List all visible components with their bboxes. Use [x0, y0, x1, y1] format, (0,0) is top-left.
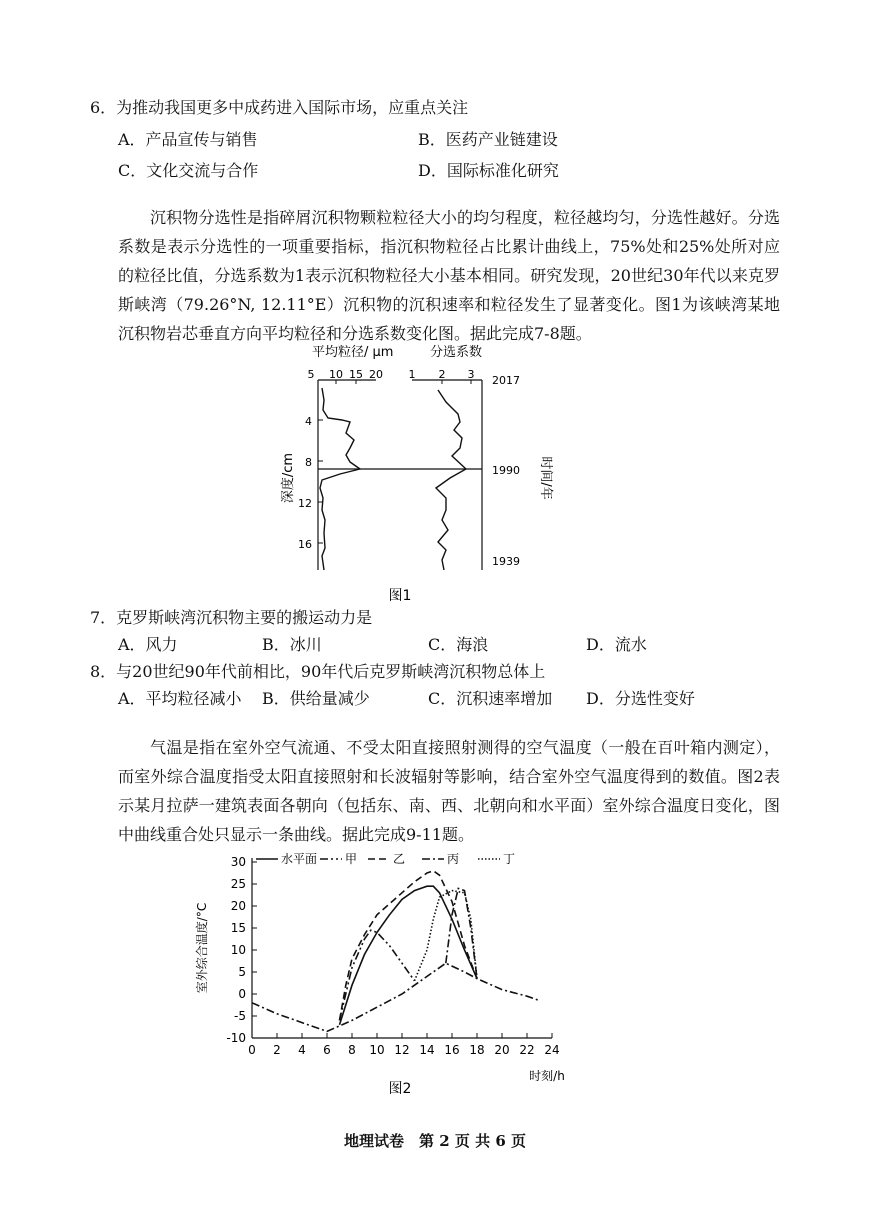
q6-option-d[interactable]: D．国际标准化研究: [418, 161, 559, 180]
q8-option-b[interactable]: B．供给量减少: [262, 689, 370, 708]
depth-axis-label: 深度/cm: [281, 452, 296, 504]
q6-option-b[interactable]: B．医药产业链建设: [418, 130, 558, 149]
y-tick-label: 0: [238, 987, 246, 1001]
q7-stem: 7．克罗斯峡湾沉积物主要的搬运动力是: [90, 608, 373, 627]
sorting-tick: 3: [467, 368, 475, 381]
y-tick-label: 15: [230, 921, 246, 935]
q8-stem: 8．与20世纪90年代前相比，90年代后克罗斯峡湾沉积物总体上: [90, 662, 546, 681]
x-tick-label: 2: [273, 1043, 281, 1057]
y-tick-label: 5: [238, 965, 246, 979]
depth-tick: 16: [298, 538, 312, 551]
y-tick-label: -10: [226, 1031, 246, 1045]
q6-option-a[interactable]: A．产品宣传与销售: [118, 130, 258, 149]
page-footer: 地理试卷 第 2 页 共 6 页: [344, 1132, 526, 1150]
depth-tick: 12: [298, 497, 312, 510]
x-tick-label: 0: [248, 1043, 256, 1057]
x-tick-label: 8: [348, 1043, 356, 1057]
q7-option-b[interactable]: B．冰川: [262, 635, 322, 654]
y-tick-label: 25: [230, 877, 246, 891]
sorting-label: 分选系数: [430, 345, 483, 360]
x-tick-label: 20: [494, 1043, 510, 1057]
series-line-甲: [340, 930, 415, 1020]
legend-label: 乙: [393, 852, 406, 866]
series-line-水平面: [340, 886, 478, 1025]
grain-tick: 20: [369, 368, 383, 381]
series-line-base: [252, 963, 540, 1031]
figure-1-caption: 图1: [388, 588, 412, 604]
sorting-coefficient-curve: [436, 390, 466, 570]
y-tick-label: 20: [230, 899, 246, 913]
grain-tick: 10: [329, 368, 343, 381]
q7-option-a[interactable]: A．风力: [118, 635, 178, 654]
q7-option-d[interactable]: D．流水: [586, 635, 647, 654]
x-tick-label: 12: [394, 1043, 410, 1057]
x-tick-label: 4: [298, 1043, 306, 1057]
legend-label: 甲: [345, 852, 358, 866]
depth-tick: 4: [305, 415, 312, 428]
q8-option-c[interactable]: C．沉积速率增加: [428, 689, 553, 708]
q8-option-a[interactable]: A．平均粒径减小: [118, 689, 242, 708]
series-line-丁: [415, 891, 478, 981]
x-tick-label: 22: [519, 1043, 535, 1057]
sorting-tick: 1: [408, 368, 416, 381]
time-axis-label: 时间/年: [538, 456, 553, 500]
x-tick-label: 10: [369, 1043, 385, 1057]
x-tick-label: 18: [469, 1043, 485, 1057]
y-tick-label: -5: [234, 1009, 246, 1023]
legend-label: 水平面: [281, 852, 318, 866]
q6-stem: 6．为推动我国更多中成药进入国际市场，应重点关注: [90, 98, 469, 117]
grain-size-curve: [320, 388, 360, 570]
x-tick-label: 6: [323, 1043, 331, 1057]
grain-tick: 5: [307, 368, 315, 381]
q8-option-d[interactable]: D．分选性变好: [586, 689, 695, 708]
depth-tick: 8: [305, 456, 312, 469]
legend-label: 丙: [447, 852, 460, 866]
chart-legend: [256, 851, 515, 866]
x-tick-label: 24: [544, 1043, 560, 1057]
year-2017: 2017: [492, 374, 520, 387]
sorting-tick: 2: [438, 368, 446, 381]
figure-2-caption: 图2: [388, 1081, 412, 1097]
y-tick-label: 10: [230, 943, 246, 957]
x-tick-label: 14: [419, 1043, 435, 1057]
year-1990: 1990: [492, 464, 520, 477]
figure-1-core-chart: [270, 338, 560, 608]
figure-2-temperature-chart: [190, 848, 590, 1103]
grain-size-label: 平均粒径/ μm: [312, 345, 394, 360]
q6-option-c[interactable]: C．文化交流与合作: [118, 161, 259, 180]
year-1939: 1939: [492, 555, 520, 568]
q7-option-c[interactable]: C．海浪: [428, 635, 489, 654]
y-axis-label: 室外综合温度/°C: [195, 902, 209, 994]
x-tick-label: 16: [444, 1043, 460, 1057]
x-axis-label: 时刻/h: [529, 1069, 565, 1083]
grain-tick: 15: [349, 368, 363, 381]
passage-sorting: 沉积物分选性是指碎屑沉积物颗粒粒径大小的均匀程度，粒径越均匀，分选性越好。分选系数是表示分选性的一项重要指标，指沉积物粒径占比累计曲线上，75%处和25%处所对应的粒径比值，分选系数为1表示沉积物粒径大小基本相同。研究发现，20世纪30年代以来克罗斯峡湾（79.26°N, 12.11°E）沉积物的沉积速率和粒径发生了显著变化。图1为该峡湾某地沉积物岩芯垂直方向平均粒径和分选系数变化图。据此完成7-8题。: [118, 208, 780, 343]
legend-label: 丁: [503, 852, 516, 866]
passage-temperature: 气温是指在室外空气流通、不受太阳直接照射测得的空气温度（一般在百叶箱内测定），而室外综合温度指受太阳直接照射和长波辐射等影响，结合室外空气温度得到的数值。图2表示某月拉萨一建筑表面各朝向（包括东、南、西、北朝向和水平面）室外综合温度日变化，图中曲线重合处只显示一条曲线。据此完成9-11题。: [118, 738, 780, 844]
y-tick-label: 30: [230, 855, 246, 869]
